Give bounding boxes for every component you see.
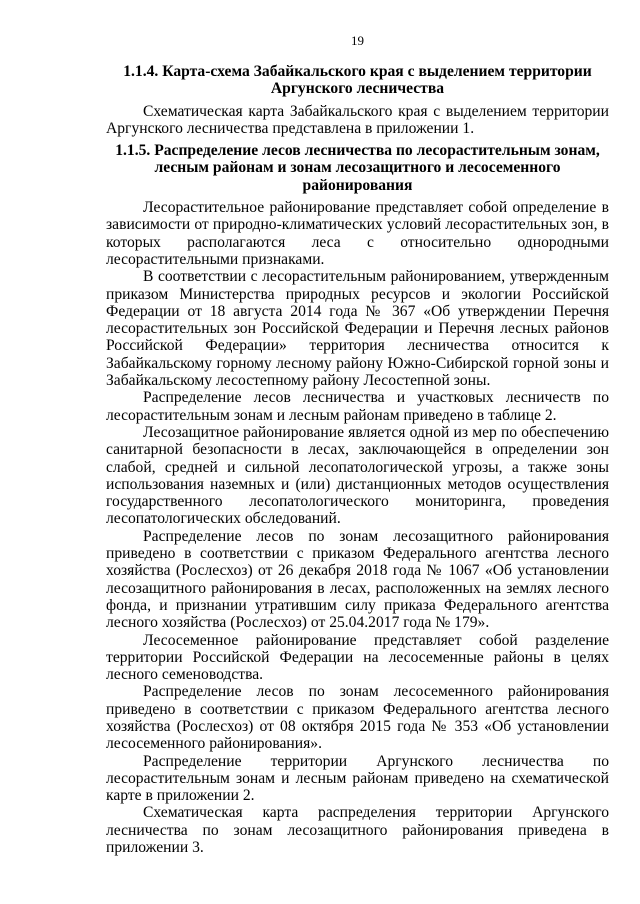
paragraph: В соответствии с лесорастительным районированием, утвержденным приказом Министерства природных ресурсов и экологии Российской Федерации от 18 августа 2014 года № 367 «Об утверждении Перечня лесорастительных зон Российской Федерации и Перечня лесных районов Российской Федерации» территория лесничества относится к Забайкальскому горному лесному району Южно-Сибирской горной зоны и Забайкальскому лесостепному району Лесостепной зоны. bbox=[106, 268, 609, 390]
paragraph: Схематическая карта Забайкальского края с выделением территории Аргунского лесничества представлена в приложении 1. bbox=[106, 102, 609, 137]
paragraph: Распределение лесов по зонам лесосеменного районирования приведено в соответствии с приказом Федерального агентства лесного хозяйства (Рослесхоз) от 08 октября 2015 года № 353 «Об установлении лесосеменного районирования». bbox=[106, 683, 609, 753]
page-content bbox=[106, 63, 609, 856]
section-heading-1-1-4: 1.1.4. Карта-схема Забайкальского края с выделением территории Аргунского лесничества bbox=[123, 63, 592, 98]
section-heading-1-1-5: 1.1.5. Распределение лесов лесничества по лесорастительным зонам, лесным районам и зонам лесозащитного и лесосеменного районирования bbox=[115, 142, 600, 194]
paragraph: Распределение лесов по зонам лесозащитного районирования приведено в соответствии с приказом Федерального агентства лесного хозяйства (Рослесхоз) от 26 декабря 2018 года № 1067 «Об установлении лесозащитного районирования в лесах, расположенных на землях лесного фонда, и признании утратившим силу приказа Федерального агентства лесного хозяйства (Рослесхоз) от 25.04.2017 года № 179». bbox=[106, 527, 609, 632]
paragraph: Лесозащитное районирование является одной из мер по обеспечению санитарной безопасности в лесах, заключающейся в определении зон слабой, средней и сильной лесопатологической угрозы, а также зоны использования наземных и (или) дистанционных методов осуществления государственного лесопатологического мониторинга, проведения лесопатологических обследований. bbox=[106, 423, 609, 528]
paragraph: Лесорастительное районирование представляет собой определение в зависимости от природно-климатических условий лесорастительных зон, в которых располагаются леса с относительно однородными лесорастительными признаками. bbox=[106, 199, 609, 268]
paragraph: Лесосеменное районирование представляет собой разделение территории Российской Федерации на лесосеменные районы в целях лесного семеноводства. bbox=[106, 631, 609, 684]
paragraph: Схематическая карта распределения территории Аргунского лесничества по зонам лесозащитного районирования приведена в приложении 3. bbox=[106, 804, 609, 857]
page-number: 19 bbox=[351, 33, 364, 48]
paragraph: Распределение лесов лесничества и участковых лесничеств по лесорастительным зонам и лесным районам приведено в таблице 2. bbox=[106, 389, 609, 424]
paragraph: Распределение территории Аргунского лесничества по лесорастительным зонам и лесным районам приведено на схематической карте в приложении 2. bbox=[106, 752, 609, 805]
